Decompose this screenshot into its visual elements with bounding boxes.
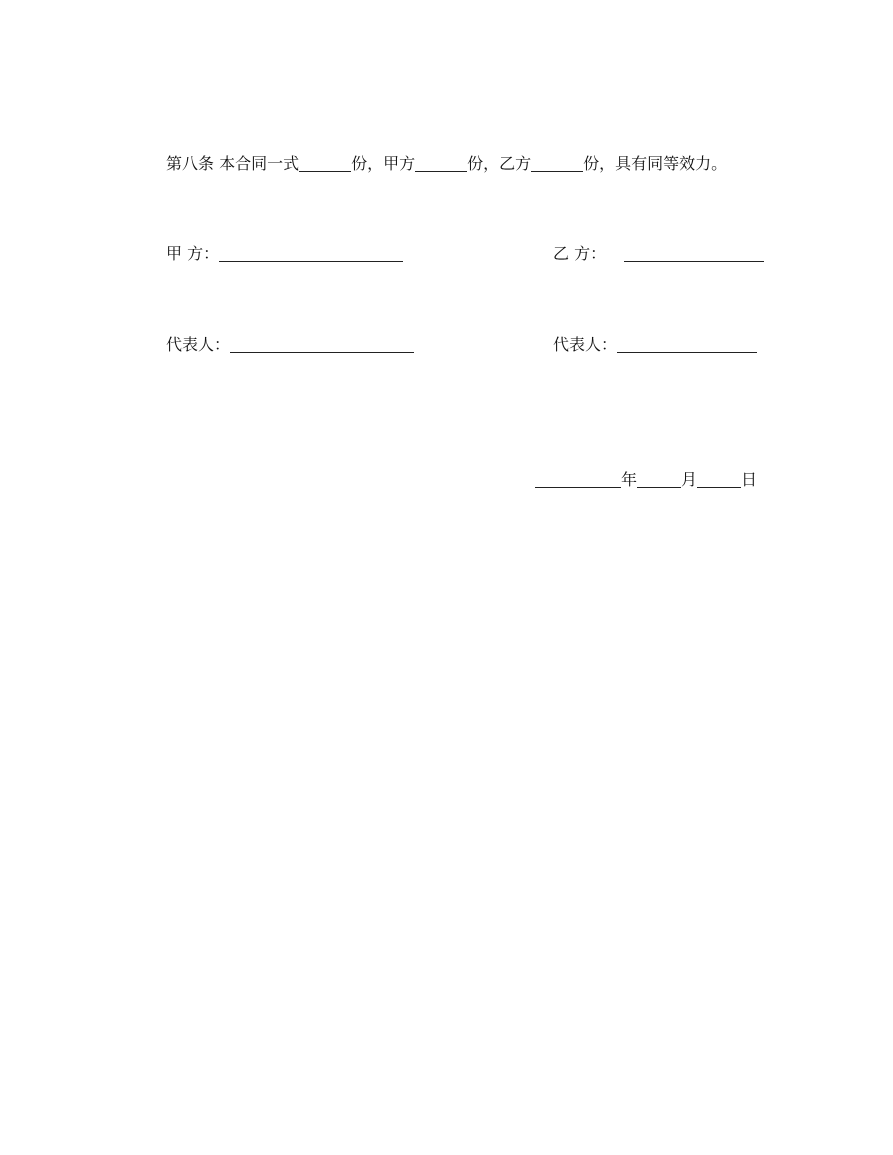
clause-part2: 份，乙方: [467, 154, 532, 173]
clause-part1: 份，甲方: [351, 154, 416, 173]
party-a-copies-blank[interactable]: [415, 155, 467, 172]
representative-a-signature-blank[interactable]: [230, 336, 414, 353]
party-b-copies-blank[interactable]: [531, 155, 583, 172]
representative-b-line: [553, 334, 757, 356]
year-label: 年: [621, 470, 638, 489]
representative-a-line: [166, 334, 414, 356]
party-b-signature-blank[interactable]: [624, 245, 764, 262]
year-blank[interactable]: [535, 471, 621, 488]
representative-b-signature-blank[interactable]: [617, 336, 757, 353]
clause-prefix: 第八条 本合同一式: [166, 154, 300, 173]
copies-total-blank[interactable]: [299, 155, 351, 172]
representative-a-label: 代表人：: [166, 335, 231, 354]
party-a-line: [166, 243, 403, 265]
party-b-label: 乙 方：: [553, 244, 607, 263]
party-b-line: [553, 243, 764, 265]
clause-eight: [166, 153, 727, 175]
month-label: 月: [681, 470, 698, 489]
date-line: [535, 469, 757, 491]
day-label: 日: [741, 470, 758, 489]
party-a-signature-blank[interactable]: [219, 245, 403, 262]
party-a-label: 甲 方：: [166, 244, 220, 263]
month-blank[interactable]: [637, 471, 681, 488]
day-blank[interactable]: [697, 471, 741, 488]
clause-part3: 份，具有同等效力。: [583, 154, 728, 173]
representative-b-label: 代表人：: [553, 335, 618, 354]
